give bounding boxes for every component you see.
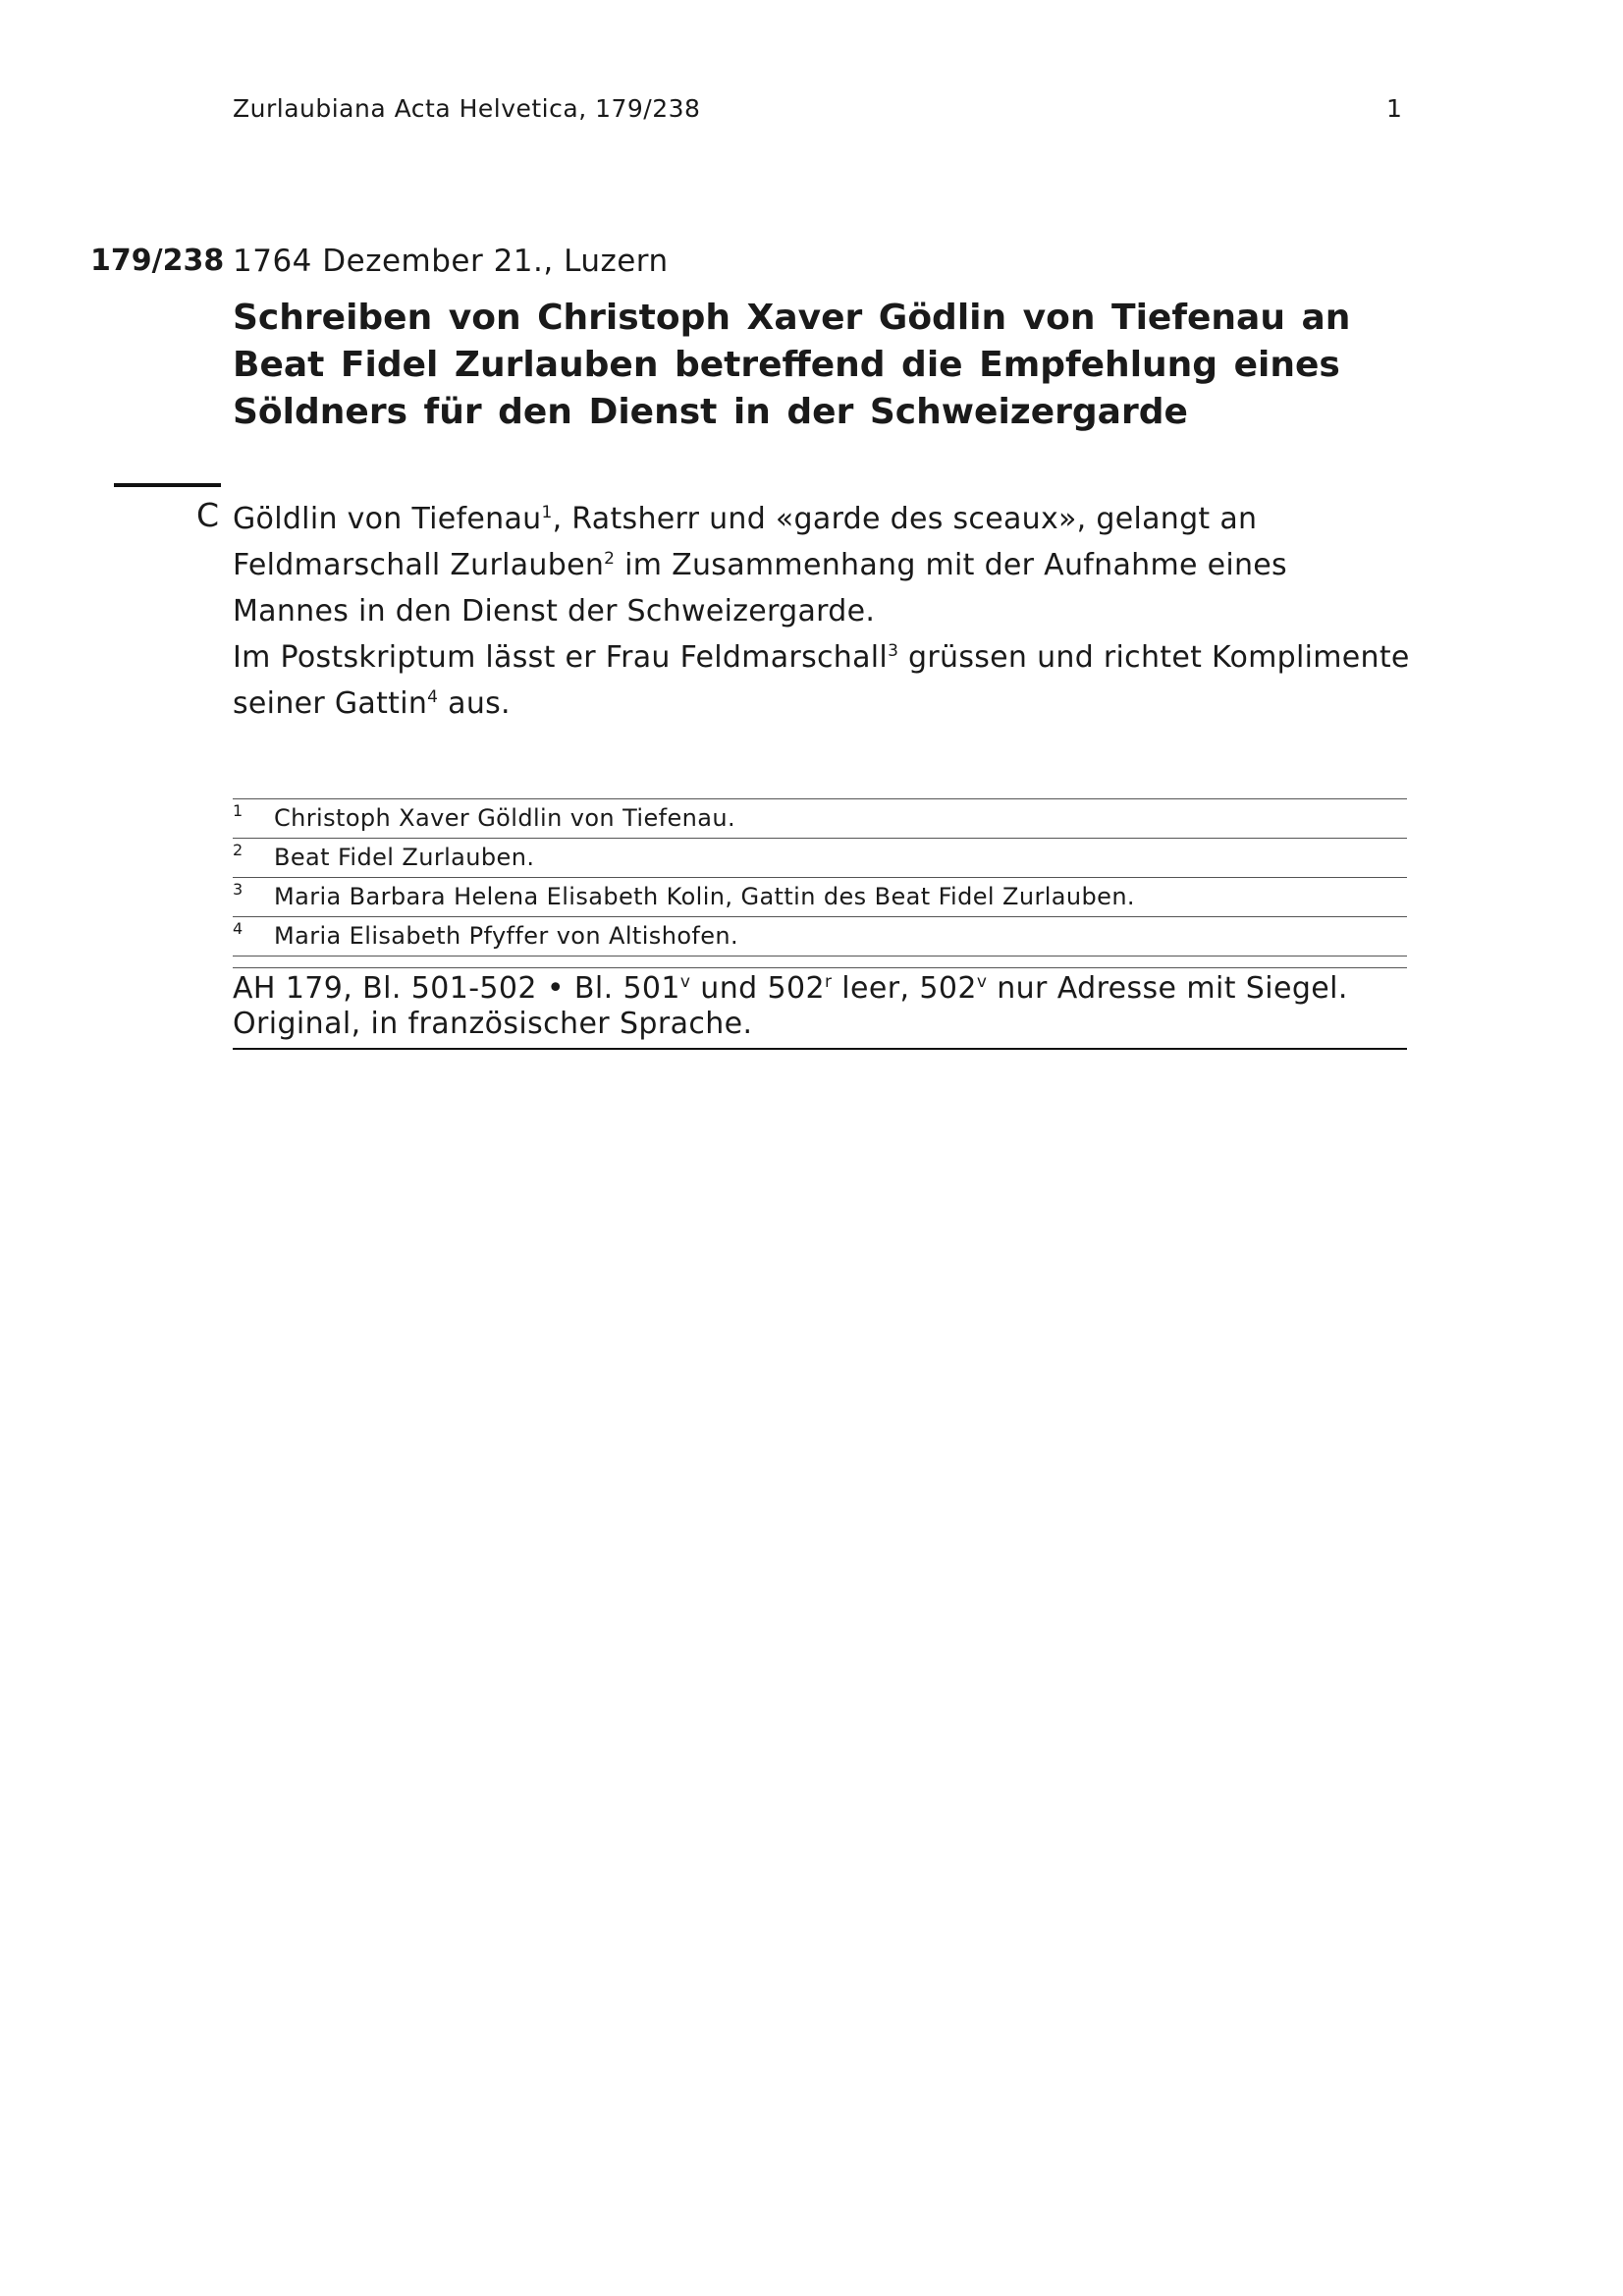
running-title: Zurlaubiana Acta Helvetica, 179/238: [233, 94, 701, 123]
summary-paragraph: [233, 634, 1411, 727]
footnote-ref: 3: [888, 641, 899, 661]
footnote: [233, 916, 1407, 957]
footnote: [233, 877, 1407, 916]
folio-side: v: [976, 972, 988, 992]
summary-text: grüssen und richtet Komplimente seiner Gattin: [233, 640, 1410, 721]
source-text: nur Adresse mit Siegel.: [987, 971, 1348, 1006]
footnote-number: 4: [233, 919, 243, 938]
summary: [233, 496, 1411, 727]
date-place: 1764 Dezember 21., Luzern: [233, 244, 669, 279]
page-number: 1: [1386, 94, 1402, 123]
footnote-ref: 1: [541, 503, 553, 522]
footnote-text: Beat Fidel Zurlauben.: [274, 844, 535, 871]
footnote-number: 3: [233, 880, 243, 899]
footnote-text: Maria Elisabeth Pfyffer von Altishofen.: [274, 922, 739, 950]
footnote-ref: 4: [427, 687, 439, 707]
footnote-number: 1: [233, 801, 243, 820]
summary-text: im Zusammenhang mit der Aufnahme eines Mannes in den Dienst der Schweizergarde.: [233, 548, 1287, 629]
source-note: [233, 967, 1407, 1050]
summary-marker: C: [196, 496, 220, 534]
source-line: Original, in französischer Sprache.: [233, 1007, 753, 1041]
folio-side: v: [679, 972, 691, 992]
section-divider: [114, 483, 221, 487]
summary-text: Göldlin von Tiefenau: [233, 502, 542, 536]
summary-paragraph: [233, 496, 1411, 634]
summary-text: Im Postskriptum lässt er Frau Feldmarschall: [233, 640, 889, 675]
footnotes: [233, 798, 1407, 957]
footnote: [233, 838, 1407, 877]
footnote-text: Christoph Xaver Göldlin von Tiefenau.: [274, 804, 736, 832]
folio-side: r: [824, 972, 833, 992]
source-text: AH 179, Bl. 501-502 • Bl. 501: [233, 971, 680, 1006]
document-number: 179/238: [90, 244, 225, 278]
footnote-text: Maria Barbara Helena Elisabeth Kolin, Gattin des Beat Fidel Zurlauben.: [274, 883, 1135, 910]
summary-text: , Ratsherr und «garde des sceaux», gelangt an Feldmarschall Zurlauben: [233, 502, 1258, 582]
footnote-ref: 2: [604, 549, 616, 569]
footnote-number: 2: [233, 841, 243, 859]
source-text: und 502: [690, 971, 825, 1006]
footnote: [233, 798, 1407, 838]
source-line: [233, 971, 1407, 1007]
summary-text: aus.: [438, 686, 511, 721]
document-title: Schreiben von Christoph Xaver Gödlin von Tiefenau an Beat Fidel Zurlauben betreffend die Empfehlung eines Söldners für den Dienst in der Schweizergarde: [233, 298, 1351, 432]
source-text: leer, 502: [832, 971, 977, 1006]
